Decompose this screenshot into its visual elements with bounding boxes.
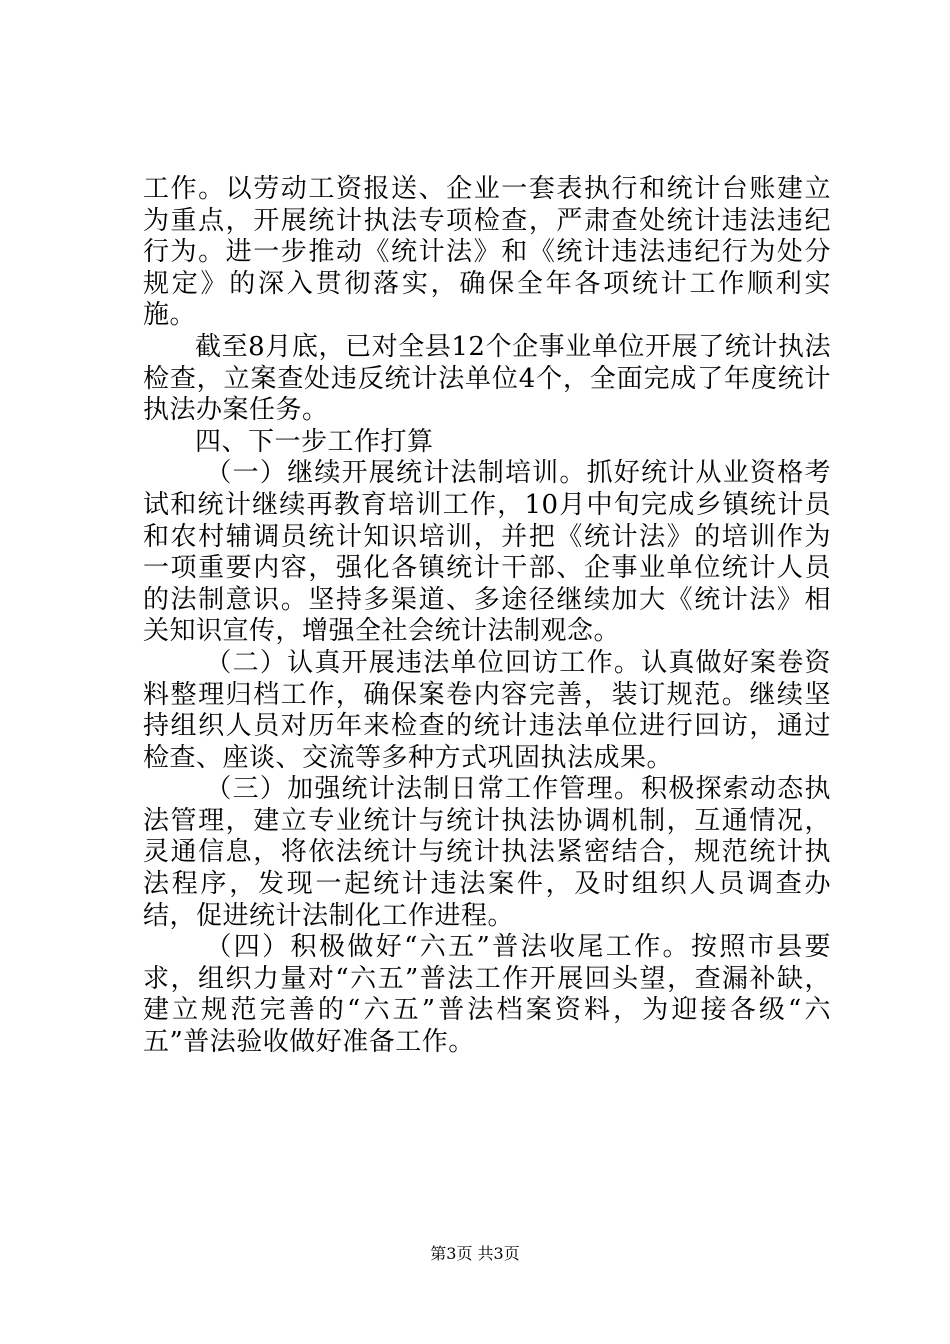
paragraph-item-2: （二）认真开展违法单位回访工作。认真做好案卷资料整理归档工作，确保案卷内容完善，装订规范。继续坚持组织人员对历年来检查的统计违法单位进行回访，通过检查、座谈、交流等多种方式巩固执法成果。 (143, 647, 831, 773)
page-footer (0, 1244, 950, 1264)
paragraph-item-1: （一）继续开展统计法制培训。抓好统计从业资格考试和统计继续再教育培训工作，10月中旬完成乡镇统计员和农村辅调员统计知识培训，并把《统计法》的培训作为一项重要内容，强化各镇统计干部、企事业单位统计人员的法制意识。坚持多渠道、多途径继续加大《统计法》相关知识宣传，增强全社会统计法制观念。 (143, 458, 831, 647)
document-body (143, 174, 831, 1059)
page-number-label: 第3页 共3页 (430, 1244, 520, 1263)
paragraph-item-3: （三）加强统计法制日常工作管理。积极探索动态执法管理，建立专业统计与统计执法协调机制，互通情况，灵通信息，将依法统计与统计执法紧密结合，规范统计执法程序，发现一起统计违法案件，及时组织人员调查办结，促进统计法制化工作进程。 (143, 774, 831, 931)
section-heading-next-steps: 四、下一步工作打算 (195, 426, 434, 457)
paragraph-continuation: 工作。以劳动工资报送、企业一套表执行和统计台账建立为重点，开展统计执法专项检查，严肃查处统计违法违纪行为。进一步推动《统计法》和《统计违法违纪行为处分规定》的深入贯彻落实，确保全年各项统计工作顺利实施。 (143, 174, 831, 331)
paragraph-enforcement-summary: 截至8月底，已对全县12个企事业单位开展了统计执法检查，立案查处违反统计法单位4个，全面完成了年度统计执法办案任务。 (143, 331, 831, 426)
paragraph-item-4: （四）积极做好“六五”普法收尾工作。按照市县要求，组织力量对“六五”普法工作开展回头望，查漏补缺，建立规范完善的“六五”普法档案资料，为迎接各级“六五”普法验收做好准备工作。 (143, 932, 831, 1058)
